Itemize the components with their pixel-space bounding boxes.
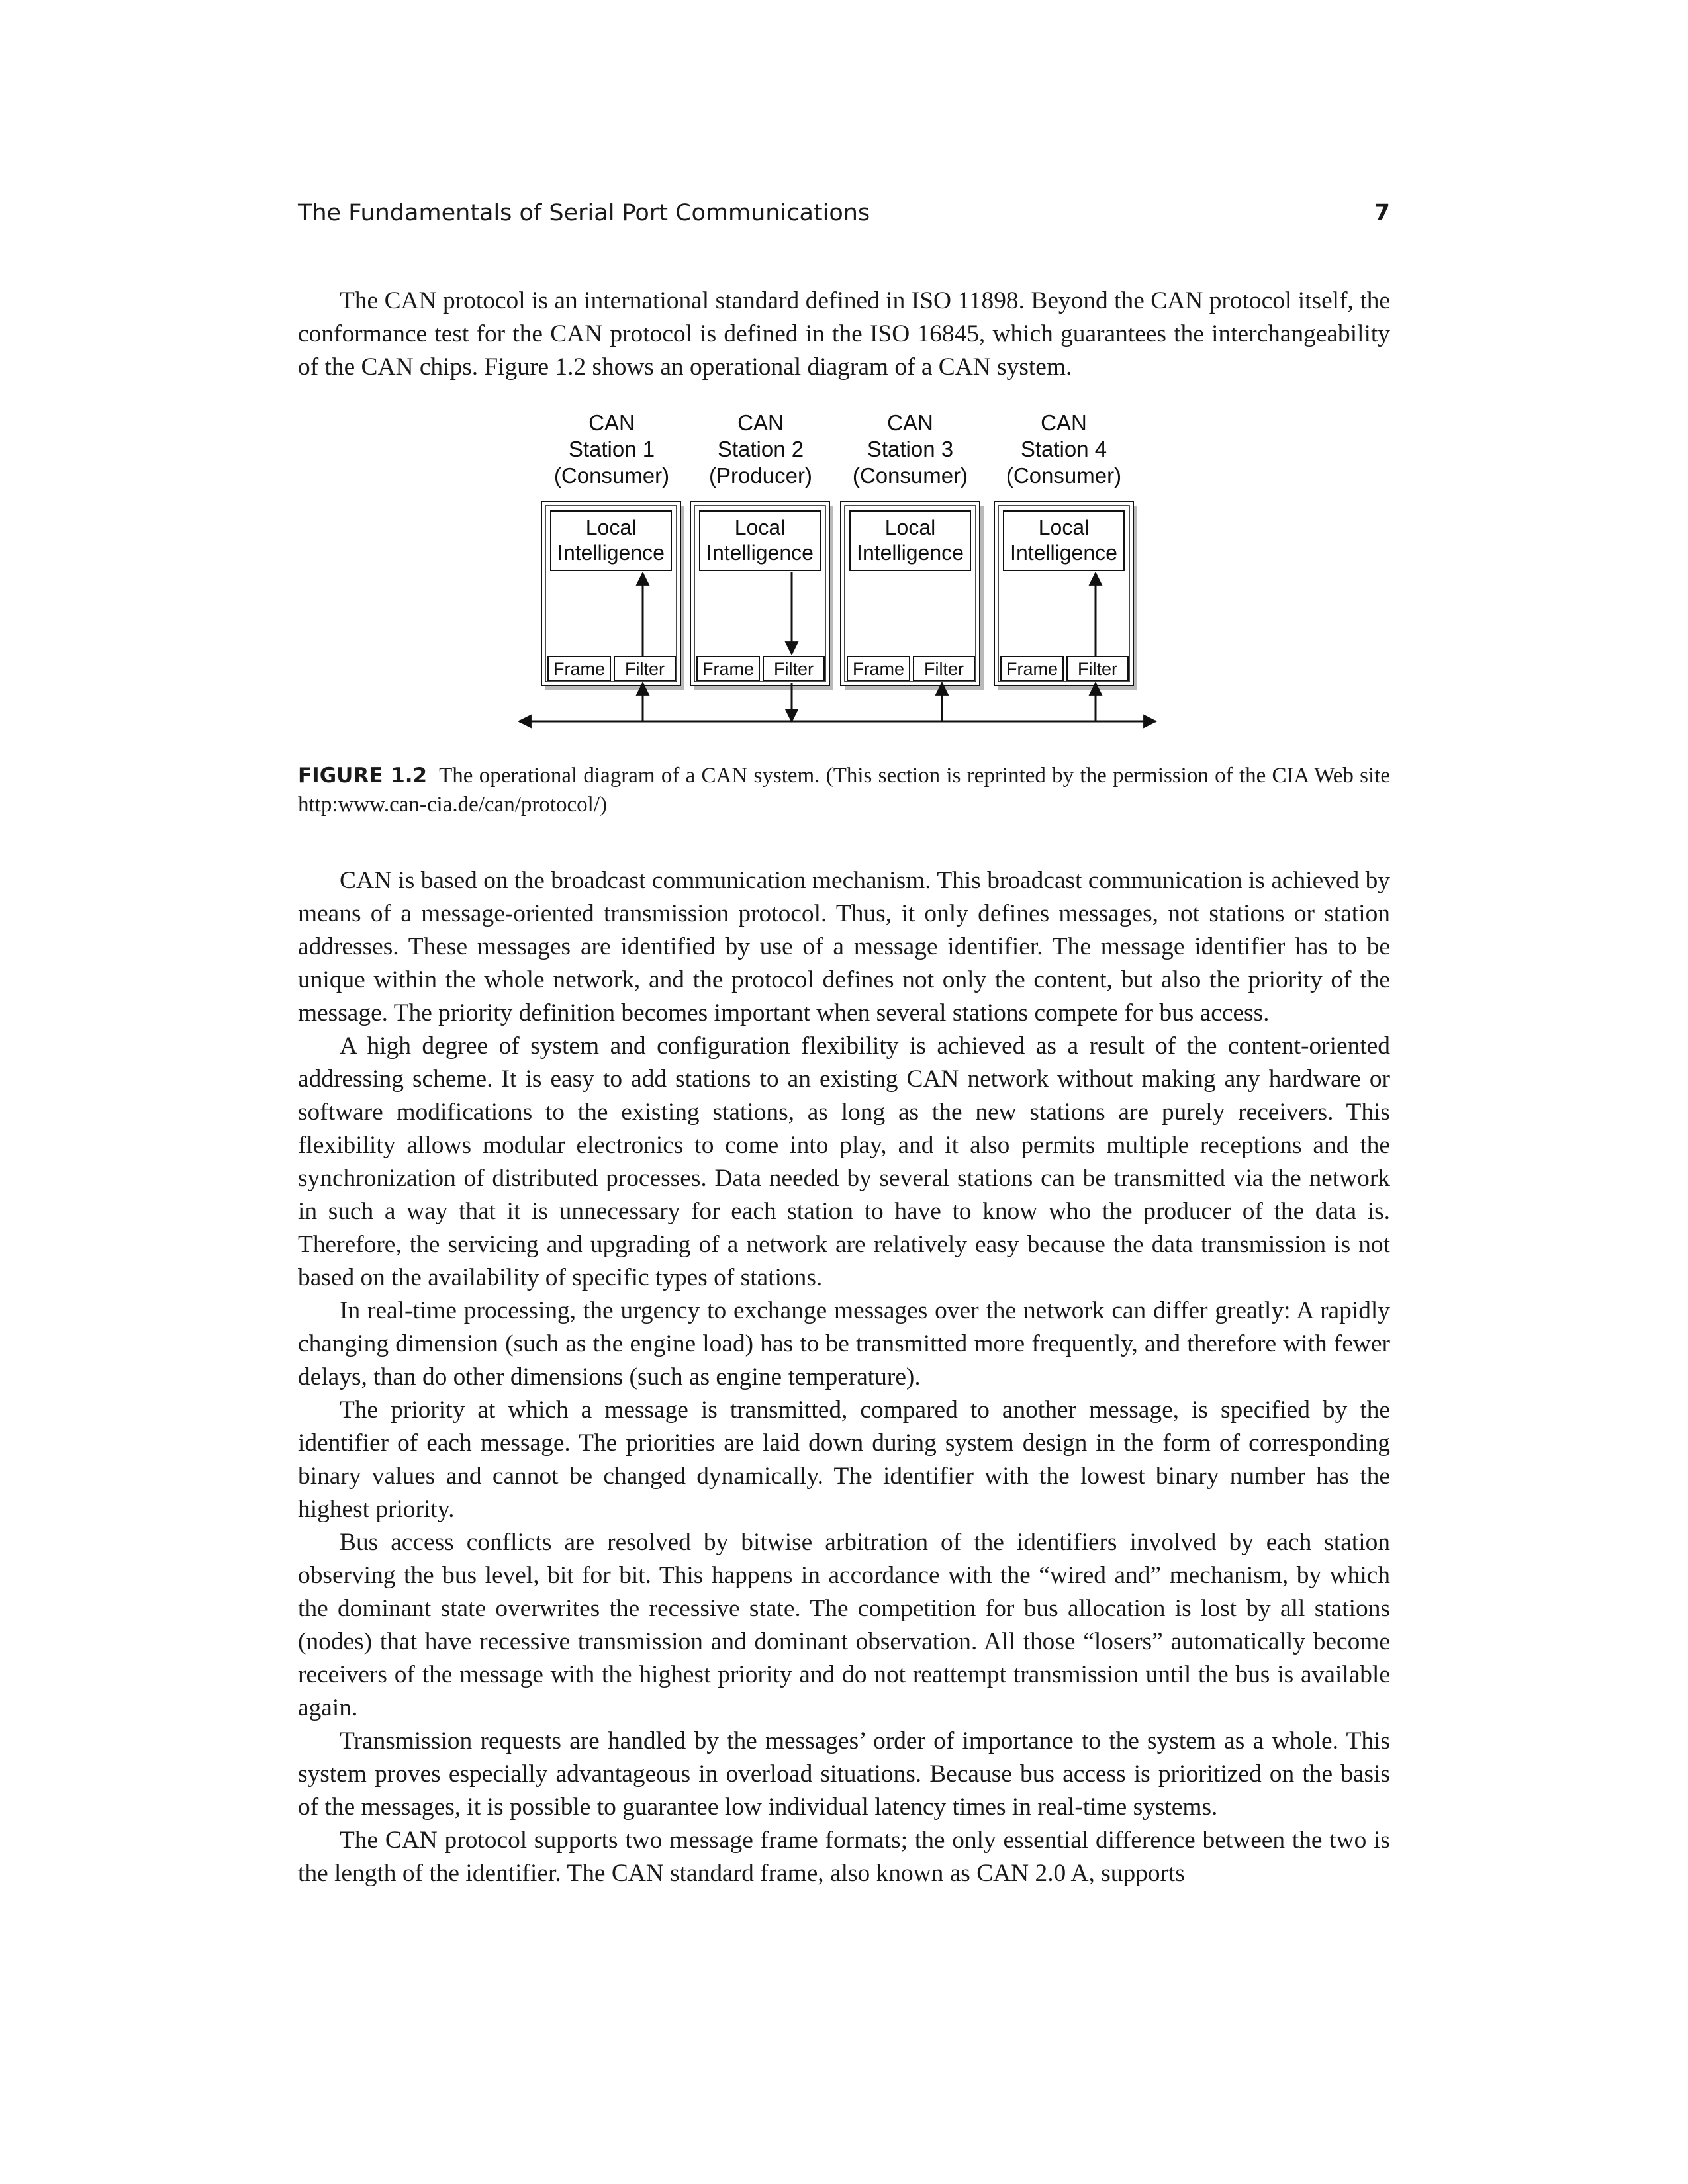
intro-text bbox=[298, 285, 1390, 384]
station-1-label-line1: CAN bbox=[588, 410, 635, 435]
station-4-box-line1: Local bbox=[1038, 516, 1090, 539]
station-2-label-line2: Station 2 bbox=[717, 437, 804, 461]
station-2-label-line3: (Producer) bbox=[709, 463, 812, 488]
station-4-label-line3: (Consumer) bbox=[1006, 463, 1122, 488]
station-4-filter-label: Filter bbox=[1078, 659, 1117, 679]
station-4-box-line2: Intelligence bbox=[1010, 541, 1117, 565]
station-3-box-line1: Local bbox=[884, 516, 936, 539]
station-3-label-line1: CAN bbox=[887, 410, 933, 435]
running-title: The Fundamentals of Serial Port Communications bbox=[298, 200, 870, 226]
station-4 bbox=[994, 410, 1137, 721]
station-3-box-line2: Intelligence bbox=[857, 541, 964, 565]
station-1 bbox=[541, 410, 684, 721]
figure-caption-text: The operational diagram of a CAN system. (This section is reprinted by the permission of the CIA Web site http:www.can-cia.de/can/protocol/) bbox=[298, 764, 1390, 817]
can-system-figure bbox=[510, 410, 1165, 741]
paragraph-flexibility: A high degree of system and configuration flexibility is achieved as a result of the content-oriented addressing scheme. It is easy to add stations to an existing CAN network without making any hardware or software modifications to the existing stations, as long as the new stations are purely receivers. This flexibility allows modular electronics to come into play, and it also permits multiple receptions and the synchronization of distributed processes. Data needed by several stations can be transmitted via the network in such a way that it is unnecessary for each station to have to know who the producer of the data is. Therefore, the servicing and upgrading of a network are relatively easy because the data transmission is not based on the availability of specific types of stations. bbox=[298, 1032, 1390, 1291]
station-1-label-line2: Station 1 bbox=[568, 437, 655, 461]
station-3-label-line3: (Consumer) bbox=[852, 463, 968, 488]
station-2-frame-label: Frame bbox=[702, 659, 755, 679]
station-2-box-line2: Intelligence bbox=[706, 541, 814, 565]
station-3-filter-label: Filter bbox=[924, 659, 964, 679]
station-1-box-line1: Local bbox=[585, 516, 637, 539]
station-3 bbox=[841, 410, 984, 721]
paragraph-transmission-requests: Transmission requests are handled by the messages’ order of importance to the system as a whole. This system proves especially advantageous in overload situations. Because bus access is prioritized on the basis of the messages, it is possible to guarantee low individual latency times in real-time systems. bbox=[298, 1727, 1390, 1821]
figure-caption bbox=[298, 761, 1390, 819]
station-4-frame-label: Frame bbox=[1006, 659, 1058, 679]
intro-paragraph: The CAN protocol is an international standard defined in ISO 11898. Beyond the CAN protocol itself, the conformance test for the CAN protocol is defined in the ISO 16845, which guarantees the interchangeability of the CAN chips. Figure 1.2 shows an operational diagram of a CAN system. bbox=[298, 287, 1390, 381]
station-2-box-line1: Local bbox=[734, 516, 786, 539]
paragraph-real-time: In real-time processing, the urgency to exchange messages over the network can differ greatly: A rapidly changing dimension (such as the engine load) has to be transmitted more frequently, and therefore with fewer delays, than do other dimensions (such as engine temperature). bbox=[298, 1297, 1390, 1390]
figure-label: FIGURE 1.2 bbox=[298, 764, 428, 788]
station-4-label-line1: CAN bbox=[1041, 410, 1087, 435]
station-3-frame-label: Frame bbox=[852, 659, 905, 679]
paragraph-frame-formats: The CAN protocol supports two message frame formats; the only essential difference between the two is the length of the identifier. The CAN standard frame, also known as CAN 2.0 A, supports bbox=[298, 1827, 1390, 1887]
station-4-label-line2: Station 4 bbox=[1020, 437, 1107, 461]
station-1-box-line2: Intelligence bbox=[557, 541, 665, 565]
station-2 bbox=[690, 410, 833, 721]
paragraph-broadcast: CAN is based on the broadcast communication mechanism. This broadcast communication is achieved by means of a message-oriented transmission protocol. Thus, it only defines messages, not stations or station addresses. These messages are identified by use of a message identifier. The message identifier has to be unique within the whole network, and the protocol defines not only the content, but also the priority of the message. The priority definition becomes important when several stations compete for bus access. bbox=[298, 867, 1390, 1026]
station-1-filter-label: Filter bbox=[625, 659, 665, 679]
station-3-label-line2: Station 3 bbox=[867, 437, 954, 461]
station-2-label-line1: CAN bbox=[737, 410, 784, 435]
page-number: 7 bbox=[1374, 200, 1390, 226]
body-text bbox=[298, 864, 1390, 1890]
paragraph-priority: The priority at which a message is transmitted, compared to another message, is specified by the identifier of each message. The priorities are laid down during system design in the form of corresponding binary values and cannot be changed dynamically. The identifier with the lowest binary number has the highest priority. bbox=[298, 1396, 1390, 1523]
station-2-filter-label: Filter bbox=[774, 659, 814, 679]
station-1-label-line3: (Consumer) bbox=[553, 463, 670, 488]
paragraph-arbitration: Bus access conflicts are resolved by bitwise arbitration of the identifiers involved by each station observing the bus level, bit for bit. This happens in accordance with the “wired and” mechanism, by which the dominant state overwrites the recessive state. The competition for bus allocation is lost by all stations (nodes) that have recessive transmission and dominant observation. All those “losers” automatically become receivers of the message with the highest priority and do not reattempt transmission until the bus is available again. bbox=[298, 1529, 1390, 1721]
station-1-frame-label: Frame bbox=[553, 659, 606, 679]
